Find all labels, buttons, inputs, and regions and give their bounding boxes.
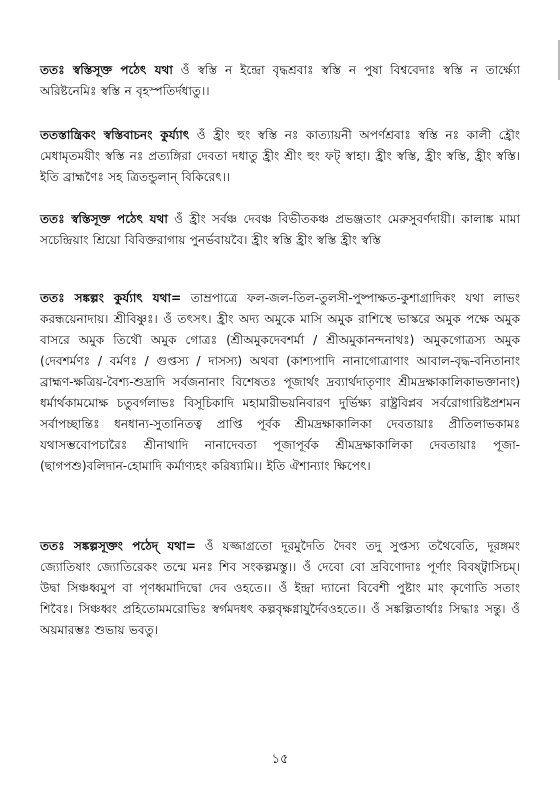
paragraph-svasti-sukta-2 [40,209,520,251]
paragraph-svasti-sukta [40,60,520,102]
paragraph-heading: ততঃ সঙ্কল্পং কুর্য্যাৎ যথা= [40,291,182,305]
paragraph-sankalpa [40,288,520,477]
paragraph-heading: ততঃ স্বস্তিসূক্ত পঠেৎ যথা [40,63,173,77]
paragraph-heading: ততঃ সঙ্কল্পসূক্তং পঠেদ্ যথা= [40,539,196,553]
page-number: ১৫ [271,752,289,767]
paragraph-text: ওঁ হ্রীং সর্বঞ্চ দেবঞ্চ বিভীতকঞ্চ প্রভঞ্জতাং মেরুসুবর্ণদায়ী। কালাঙ্ক মামা সচেন্দ্রিয়াং শ্রিয়ো বিবিক্তরাগায় পুনর্ভবায়বৈ। হ্রীং স্বস্তি হ্রীং স্বস্তি হ্রীং স্বস্তি [40,212,520,247]
paragraph-heading: ততস্তান্ত্রিকং স্বস্তিবাচনং কুর্য্যাৎ [40,128,190,142]
paragraph-heading: ততঃ স্বস্তিসূক্ত পঠেৎ যথা [40,212,168,226]
paragraph-sankalpa-sukta [40,536,520,641]
paragraph-tantrik-svastivachan [40,125,520,188]
paragraph-text: ওঁ হ্রীং হুং স্বস্তি নঃ কাত্যায়নী অপর্ণশ্রবাঃ স্বস্তি নঃ কালী হ্রৌং মেধামৃতময়ীং স্বস্তি নঃ প্রত্যঙ্গিরা দেবতা দধাতু হ্রীং শ্রীং হুং ফট্ স্বাহা। হ্রীং স্বস্তি, হ্রীং স্বস্তি, হ্রীং স্বস্তি। ইতি ব্রাহ্মণৈঃ সহ ত্রিতন্ডুলান্ বিকিরেৎ।। [40,128,520,184]
paragraph-text: ওঁ স্বস্তি ন ইন্দ্রো বৃদ্ধশ্রবাঃ স্বস্তি ন পুষা বিশ্ববেদাঃ স্বস্তি ন তার্ক্ষ্যো অরিষ্টনেমিঃ স্বস্তি ন বৃহস্পতির্দধাতু।। [40,63,520,98]
paragraph-text: ওঁ যজ্জাগ্রতো দূরমুদৈতি দৈবং তদু সুপ্তস্য তথৈবেতি, দূরঙ্গমং জ্যোতিষাং জ্যোতিরেকং তন্মে মনঃ শিব সংকল্পমস্তু।। ওঁ দেবো বো দ্রবিণোদাঃ পূর্ণাং বিবষ্ট্বাসিচম্। উদ্বা সিঞ্চধ্বমুপ বা পৃণধ্বমাদিদ্বো দেব ওহতে।। ওঁ ইন্দ্রা দ্যানো বিবেশী পুষ্টাং মাং কৃণোতি সতাং শিবৈঃ। সিঞ্চধ্বং প্রহিতোমমরোভিঃ স্বর্গমদধৎ কল্পবৃক্ষগ্নাযুর্দৈবওহতে।। ওঁ সঙ্কল্পিতার্থাঃ সিদ্ধাঃ সন্তু। ওঁ অয়মারম্ভঃ শুভায় ভবতু। [40,539,520,637]
paragraph-text: তাম্রপাত্রে ফল-জল-তিল-তুলসী-পুষ্পাক্ষত-কুশাগ্রাদিকং যথা লাভং করন্ধয়েনাদায়। শ্রীবিষ্ণুঃ। ওঁ তৎসৎ। হ্রীং অদ্য অমুকে মাসি অমুক রাশিস্থে ভাস্করে অমুক পক্ষে অমুক বাসরে অমুক তিথৌ অমুক গোত্রঃ (শ্রীঅমুকদেবশর্মা / শ্রীঅমুকানন্দনাথঃ) অমুকগোত্রস্য অমুক (দেবশর্মণঃ / বর্মণঃ / গুপ্তস্য / দাসস্য) অথবা (কাশ্যপাদি নানাগোত্রাণাং আবাল-বৃদ্ধ-বনিতানাং ব্রাহ্মণ-ক্ষত্রিয়-বৈশ্য-শুদ্রাদি সর্বজনানাং বিশেষতঃ পূজার্থং দ্রব্যার্থদাতৃণাং শ্রীমদ্রক্ষাকালিকাভক্তানাং) ধর্মার্থকামমোক্ষ চতুবর্গলাভঃ বিসূচিকাদি মহামারীভয়নিবারণ দুর্ভিক্ষ্য রাষ্ট্রবিপ্লব সর্বরোগারিষ্টপ্রশমন সর্বাপচ্ছান্তিঃ ধনধান্য-সুতানিতত্ব প্রাপ্তি পূর্বক শ্রীমদ্রক্ষাকালিকা দেবতায়াঃ প্রীতিলাভকামঃ যথাসম্ভবোপচারৈঃ শ্রীনাথাদি নানাদেবতা পূজাপূর্বক শ্রীমদ্রক্ষাকালিকা দেবতায়াঃ পূজা-(ছাগপশু)বলিদান-হোমাদি কর্মাণ্যহং করিষ্যামি।। ইতি ঐশান্যাং ক্ষিপেৎ। [40,291,520,473]
